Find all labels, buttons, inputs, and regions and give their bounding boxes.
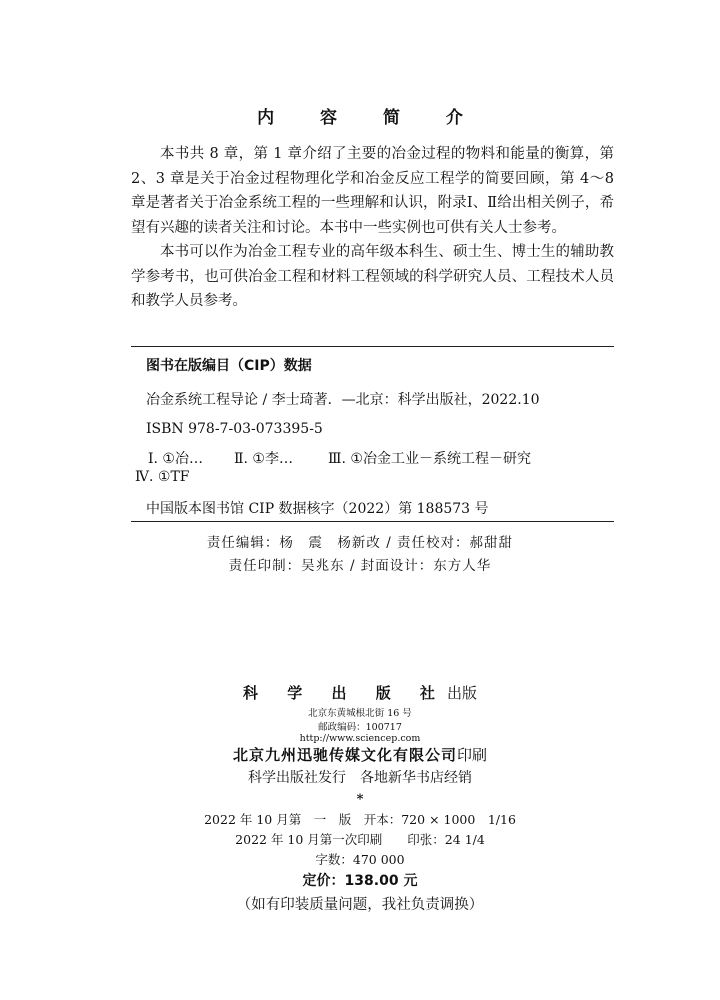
publisher-line [0,682,720,703]
cip-class-item-4: Ⅳ. ①TF [135,469,190,485]
cip-book-line: 冶金系统工程导论 / 李士琦著．—北京：科学出版社，2022.10 [146,392,540,408]
separator-asterisk: * [356,792,364,807]
cip-class-item-2: Ⅱ. ①李… [234,451,293,467]
cip-record-number: 中国版本图书馆 CIP 数据核字（2022）第 188573 号 [146,501,489,517]
publisher-name: 科 学 出 版 社 [243,684,447,702]
printer-name: 北京九州迅驰传媒文化有限公司 [232,746,457,764]
printer-suffix: 印刷 [457,746,488,764]
summary-paragraph-2: 本书可以作为冶金工程专业的高年级本科生、硕士生、博士生的辅助教学参考书，也可供冶金工程和材料工程领域的科学研究人员、工程技术人员和教学人员参考。 [131,244,614,309]
cip-isbn: ISBN 978-7-03-073395-5 [146,421,323,437]
distribution-line: 科学出版社发行 各地新华书店经销 [248,770,472,786]
quality-note: （如有印装质量问题，我社负责调换） [236,897,484,913]
publisher-suffix: 出版 [446,684,477,702]
word-count: 字数：470 000 [315,852,405,867]
summary-title: 内 容 简 介 [257,108,483,128]
publisher-website: http://www.sciencep.com [299,733,421,744]
credits-line-2: 责任印制：吴兆东 / 封面设计：东方人华 [228,558,492,574]
cip-class-item-3: Ⅲ. ①冶金工业－系统工程－研究 [328,451,531,467]
cip-heading: 图书在版编目（CIP）数据 [146,358,312,374]
price: 定价：138.00 元 [302,873,418,889]
cip-class-item-1: Ⅰ. ①冶… [148,451,203,467]
edition-line: 2022 年 10 月第 一 版 开本：720 × 1000 1/16 [204,812,516,827]
printing-line: 2022 年 10 月第一次印刷 印张：24 1/4 [235,832,485,847]
printer-line [0,744,720,765]
publisher-postcode: 邮政编码：100717 [318,722,402,733]
summary-paragraph-1: 本书共 8 章，第 1 章介绍了主要的冶金过程的物料和能量的衡算，第 2、3 章是关于冶金过程物理化学和冶金反应工程学的简要回顾，第 4～8 章是著者关于冶金系统工程的一些理解和认识，附录Ⅰ、Ⅱ给出相关例子，希望有兴趣的读者关注和讨论。本书中一些实例也可供有关人士参考。 [131,146,614,236]
credits-line-1: 责任编辑：杨 震 杨新改 / 责任校对：郝甜甜 [206,535,514,551]
publisher-address: 北京东黄城根北街 16 号 [308,708,412,719]
cip-record-box [131,346,614,522]
summary-body [131,142,614,314]
